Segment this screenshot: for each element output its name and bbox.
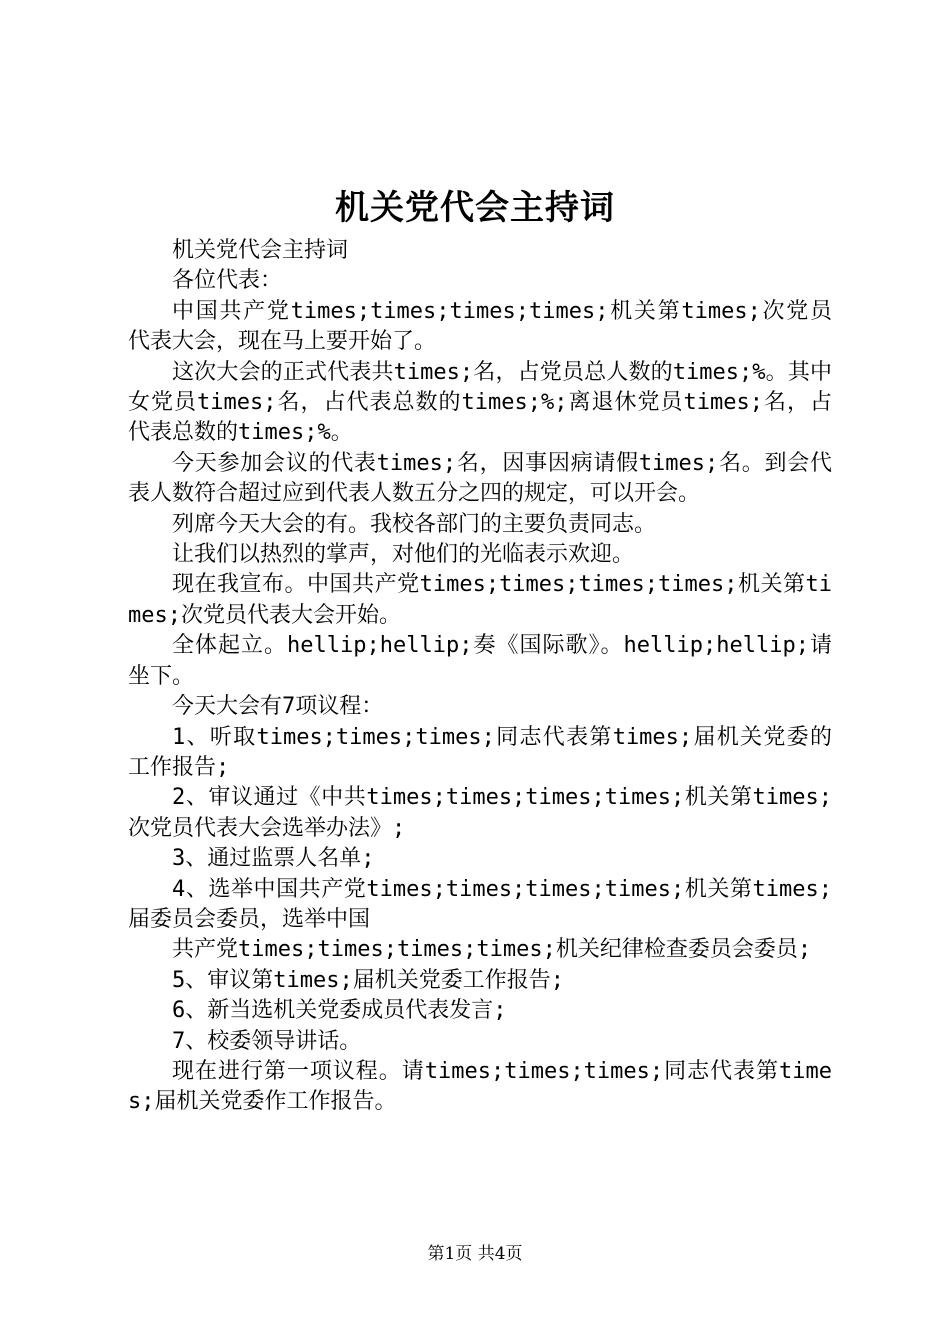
- paragraph: 全体起立。hellip;hellip;奏《国际歌》。hellip;hellip;请坐下。: [128, 633, 832, 689]
- paragraph: 各位代表：: [172, 268, 283, 294]
- document-title: 机关党代会主持词: [335, 188, 615, 228]
- agenda-item: 2、审议通过《中共times;times;times;times;机关第times;次党员代表大会选举办法》;: [128, 785, 832, 841]
- paragraph: 这次大会的正式代表共times;名，占党员总人数的times;%。其中女党员times;名，占代表总数的times;%;离退休党员times;名，占代表总数的times;%。: [128, 359, 832, 446]
- paragraph: 现在进行第一项议程。请times;times;times;同志代表第times;届机关党委作工作报告。: [128, 1058, 832, 1115]
- paragraph: 今天参加会议的代表times;名，因事因病请假times;名。到会代表人数符合超过应到代表人数五分之四的规定，可以开会。: [128, 450, 832, 507]
- agenda-item: 共产党times;times;times;times;机关纪律检查委员会委员;: [172, 937, 812, 963]
- document-body: [128, 236, 832, 1118]
- agenda-item: 1、听取times;times;times;同志代表第times;届机关党委的工作报告;: [128, 724, 832, 780]
- paragraph: 列席今天大会的有。我校各部门的主要负责同志。: [172, 511, 657, 537]
- paragraph: 现在我宣布。中国共产党times;times;times;times;机关第times;次党员代表大会开始。: [128, 572, 832, 628]
- agenda-item: 6、新当选机关党委成员代表发言;: [172, 998, 507, 1024]
- agenda-item: 3、通过监票人名单;: [172, 846, 375, 872]
- agenda-item: 4、选举中国共产党times;times;times;times;机关第times;届委员会委员，选举中国: [128, 876, 832, 932]
- agenda-item: 7、校委领导讲话。: [172, 1028, 362, 1054]
- agenda-item: 5、审议第times;届机关党委工作报告;: [172, 967, 564, 993]
- paragraph: 今天大会有7项议程：: [172, 694, 384, 720]
- page-footer: 第1页 共4页: [427, 1244, 523, 1264]
- paragraph: 机关党代会主持词: [172, 238, 349, 263]
- paragraph: 让我们以热烈的掌声，对他们的光临表示欢迎。: [172, 542, 635, 568]
- paragraph: 中国共产党times;times;times;times;机关第times;次党员代表大会，现在马上要开始了。: [128, 298, 832, 355]
